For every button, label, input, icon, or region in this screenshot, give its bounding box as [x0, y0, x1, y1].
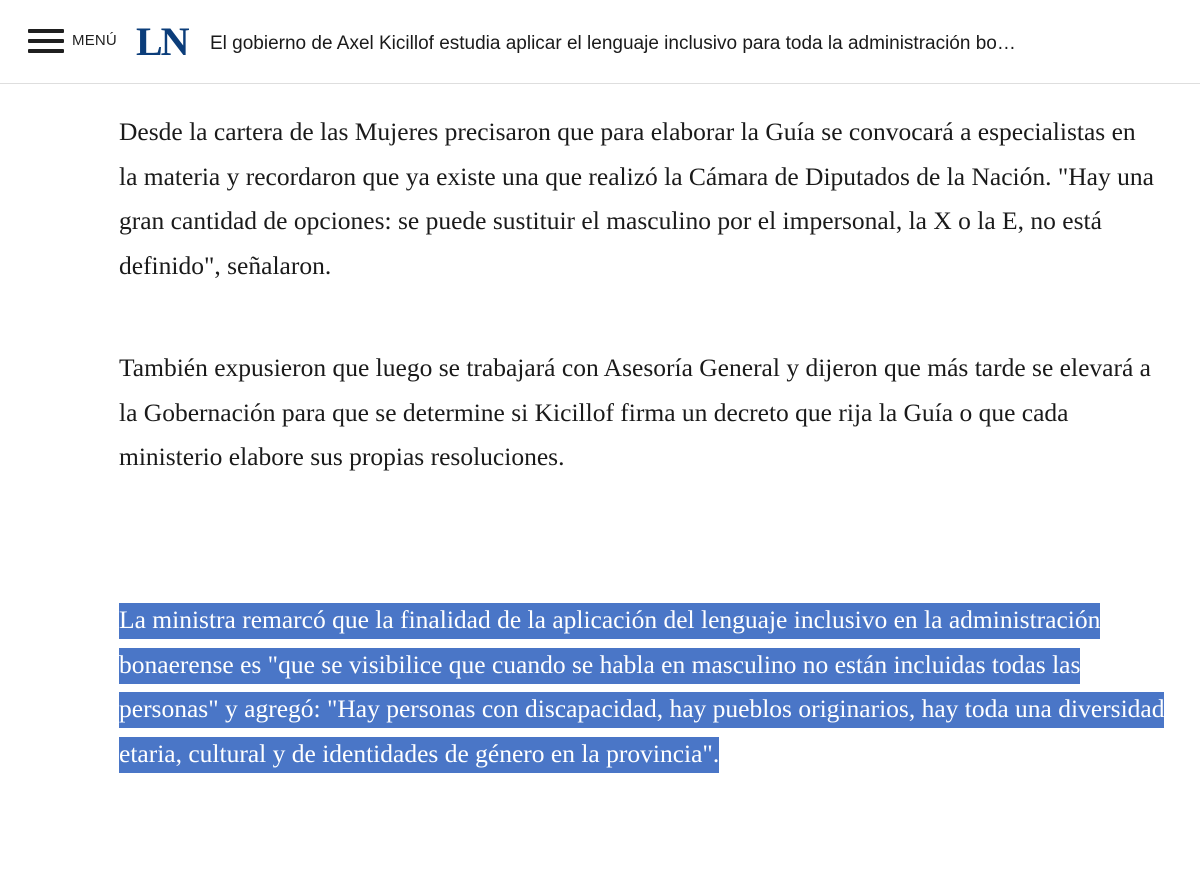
menu-label[interactable]: MENÚ	[72, 31, 117, 49]
menu-button[interactable]	[28, 24, 117, 58]
site-logo[interactable]: LN	[136, 19, 188, 64]
article-paragraph: También expusieron que luego se trabajará con Asesoría General y dijeron que más tarde se elevará a la Gobernación para que se determine si Kicillof firma un decreto que rija la Guía o que cada ministerio elabore sus propias resoluciones.	[119, 353, 1151, 471]
article-paragraph: Desde la cartera de las Mujeres precisaron que para elaborar la Guía se convocará a especialistas en la materia y recordaron que ya existe una que realizó la Cámara de Diputados de la Nación. "Hay una gran cantidad de opciones: se puede sustituir el masculino por el impersonal, la X o la E, no está definido", señalaron.	[119, 117, 1154, 280]
article-paragraph-selected	[119, 598, 1179, 776]
hamburger-icon[interactable]	[28, 27, 64, 55]
top-navigation-bar	[0, 0, 1200, 84]
article-headline: El gobierno de Axel Kicillof estudia aplicar el lenguaje inclusivo para toda la administración bo…	[210, 33, 1016, 54]
selected-text: La ministra remarcó que la finalidad de la aplicación del lenguaje inclusivo en la administración bonaerense es "que se visibilice que cuando se habla en masculino no están incluidas todas las personas" y agregó: "Hay personas con discapacidad, hay pueblos originarios, hay toda una diversidad etaria, cultural y de identidades de género en la provincia".	[119, 603, 1164, 773]
